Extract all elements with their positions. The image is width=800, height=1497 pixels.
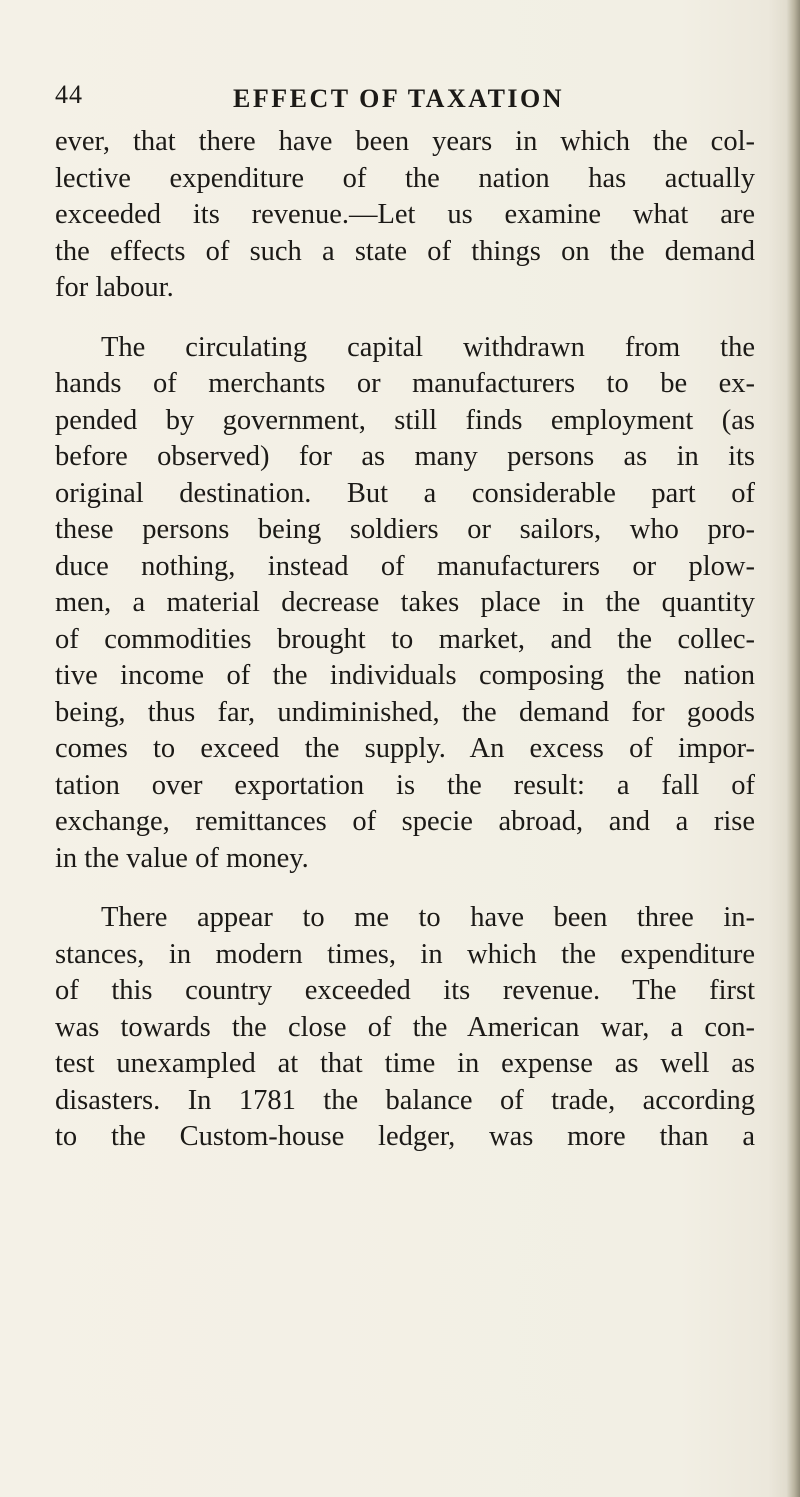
paragraph-2 — [55, 330, 755, 878]
text-line: pended by government, still finds employment (as — [55, 404, 755, 436]
text-line: hands of merchants or manufacturers to be ex- — [55, 368, 755, 399]
text-line: The circulating capital withdrawn from the — [101, 331, 755, 363]
text-line: duce nothing, instead of manufacturers or plow- — [55, 550, 755, 582]
text-line: men, a material decrease takes place in the quantity — [55, 587, 755, 618]
page-header — [55, 78, 755, 118]
page-edge-shadow — [786, 0, 800, 1497]
text-line: tation over exportation is the result: a fall of — [55, 769, 755, 801]
page-number: 44 — [55, 80, 83, 109]
text-line: exchange, remittances of specie abroad, and a rise — [55, 806, 755, 837]
text-line: was towards the close of the American war, a con- — [55, 1011, 755, 1043]
paragraph-1 — [55, 124, 755, 307]
text-line: stances, in modern times, in which the expenditure — [55, 938, 755, 970]
running-title: EFFECT OF TAXATION — [233, 84, 565, 113]
text-line: in the value of money. — [55, 842, 309, 874]
text-line: for labour. — [55, 272, 174, 303]
body-text — [55, 124, 755, 1156]
text-line: tive income of the individuals composing the nation — [55, 660, 755, 691]
text-line: disasters. In 1781 the balance of trade, according — [55, 1084, 755, 1116]
text-line: these persons being soldiers or sailors, who pro- — [55, 514, 755, 545]
text-line: of this country exceeded its revenue. The first — [55, 975, 755, 1006]
paragraph-3 — [55, 900, 755, 1156]
text-line: lective expenditure of the nation has actually — [55, 162, 755, 194]
text-line: of commodities brought to market, and the collec- — [55, 623, 755, 655]
text-line: original destination. But a considerable part of — [55, 477, 755, 509]
text-line: being, thus far, undiminished, the demand for goods — [55, 696, 755, 728]
text-line: before observed) for as many persons as in its — [55, 441, 755, 472]
text-line: ever, that there have been years in which the col- — [55, 126, 755, 157]
text-line: to the Custom-house ledger, was more than a — [55, 1121, 755, 1152]
text-line: the effects of such a state of things on the demand — [55, 235, 755, 267]
text-line: comes to exceed the supply. An excess of impor- — [55, 733, 755, 764]
text-line: exceeded its revenue.—Let us examine what are — [55, 199, 755, 230]
text-line: There appear to me to have been three in- — [101, 902, 755, 933]
text-line: test unexampled at that time in expense as well as — [55, 1048, 755, 1079]
